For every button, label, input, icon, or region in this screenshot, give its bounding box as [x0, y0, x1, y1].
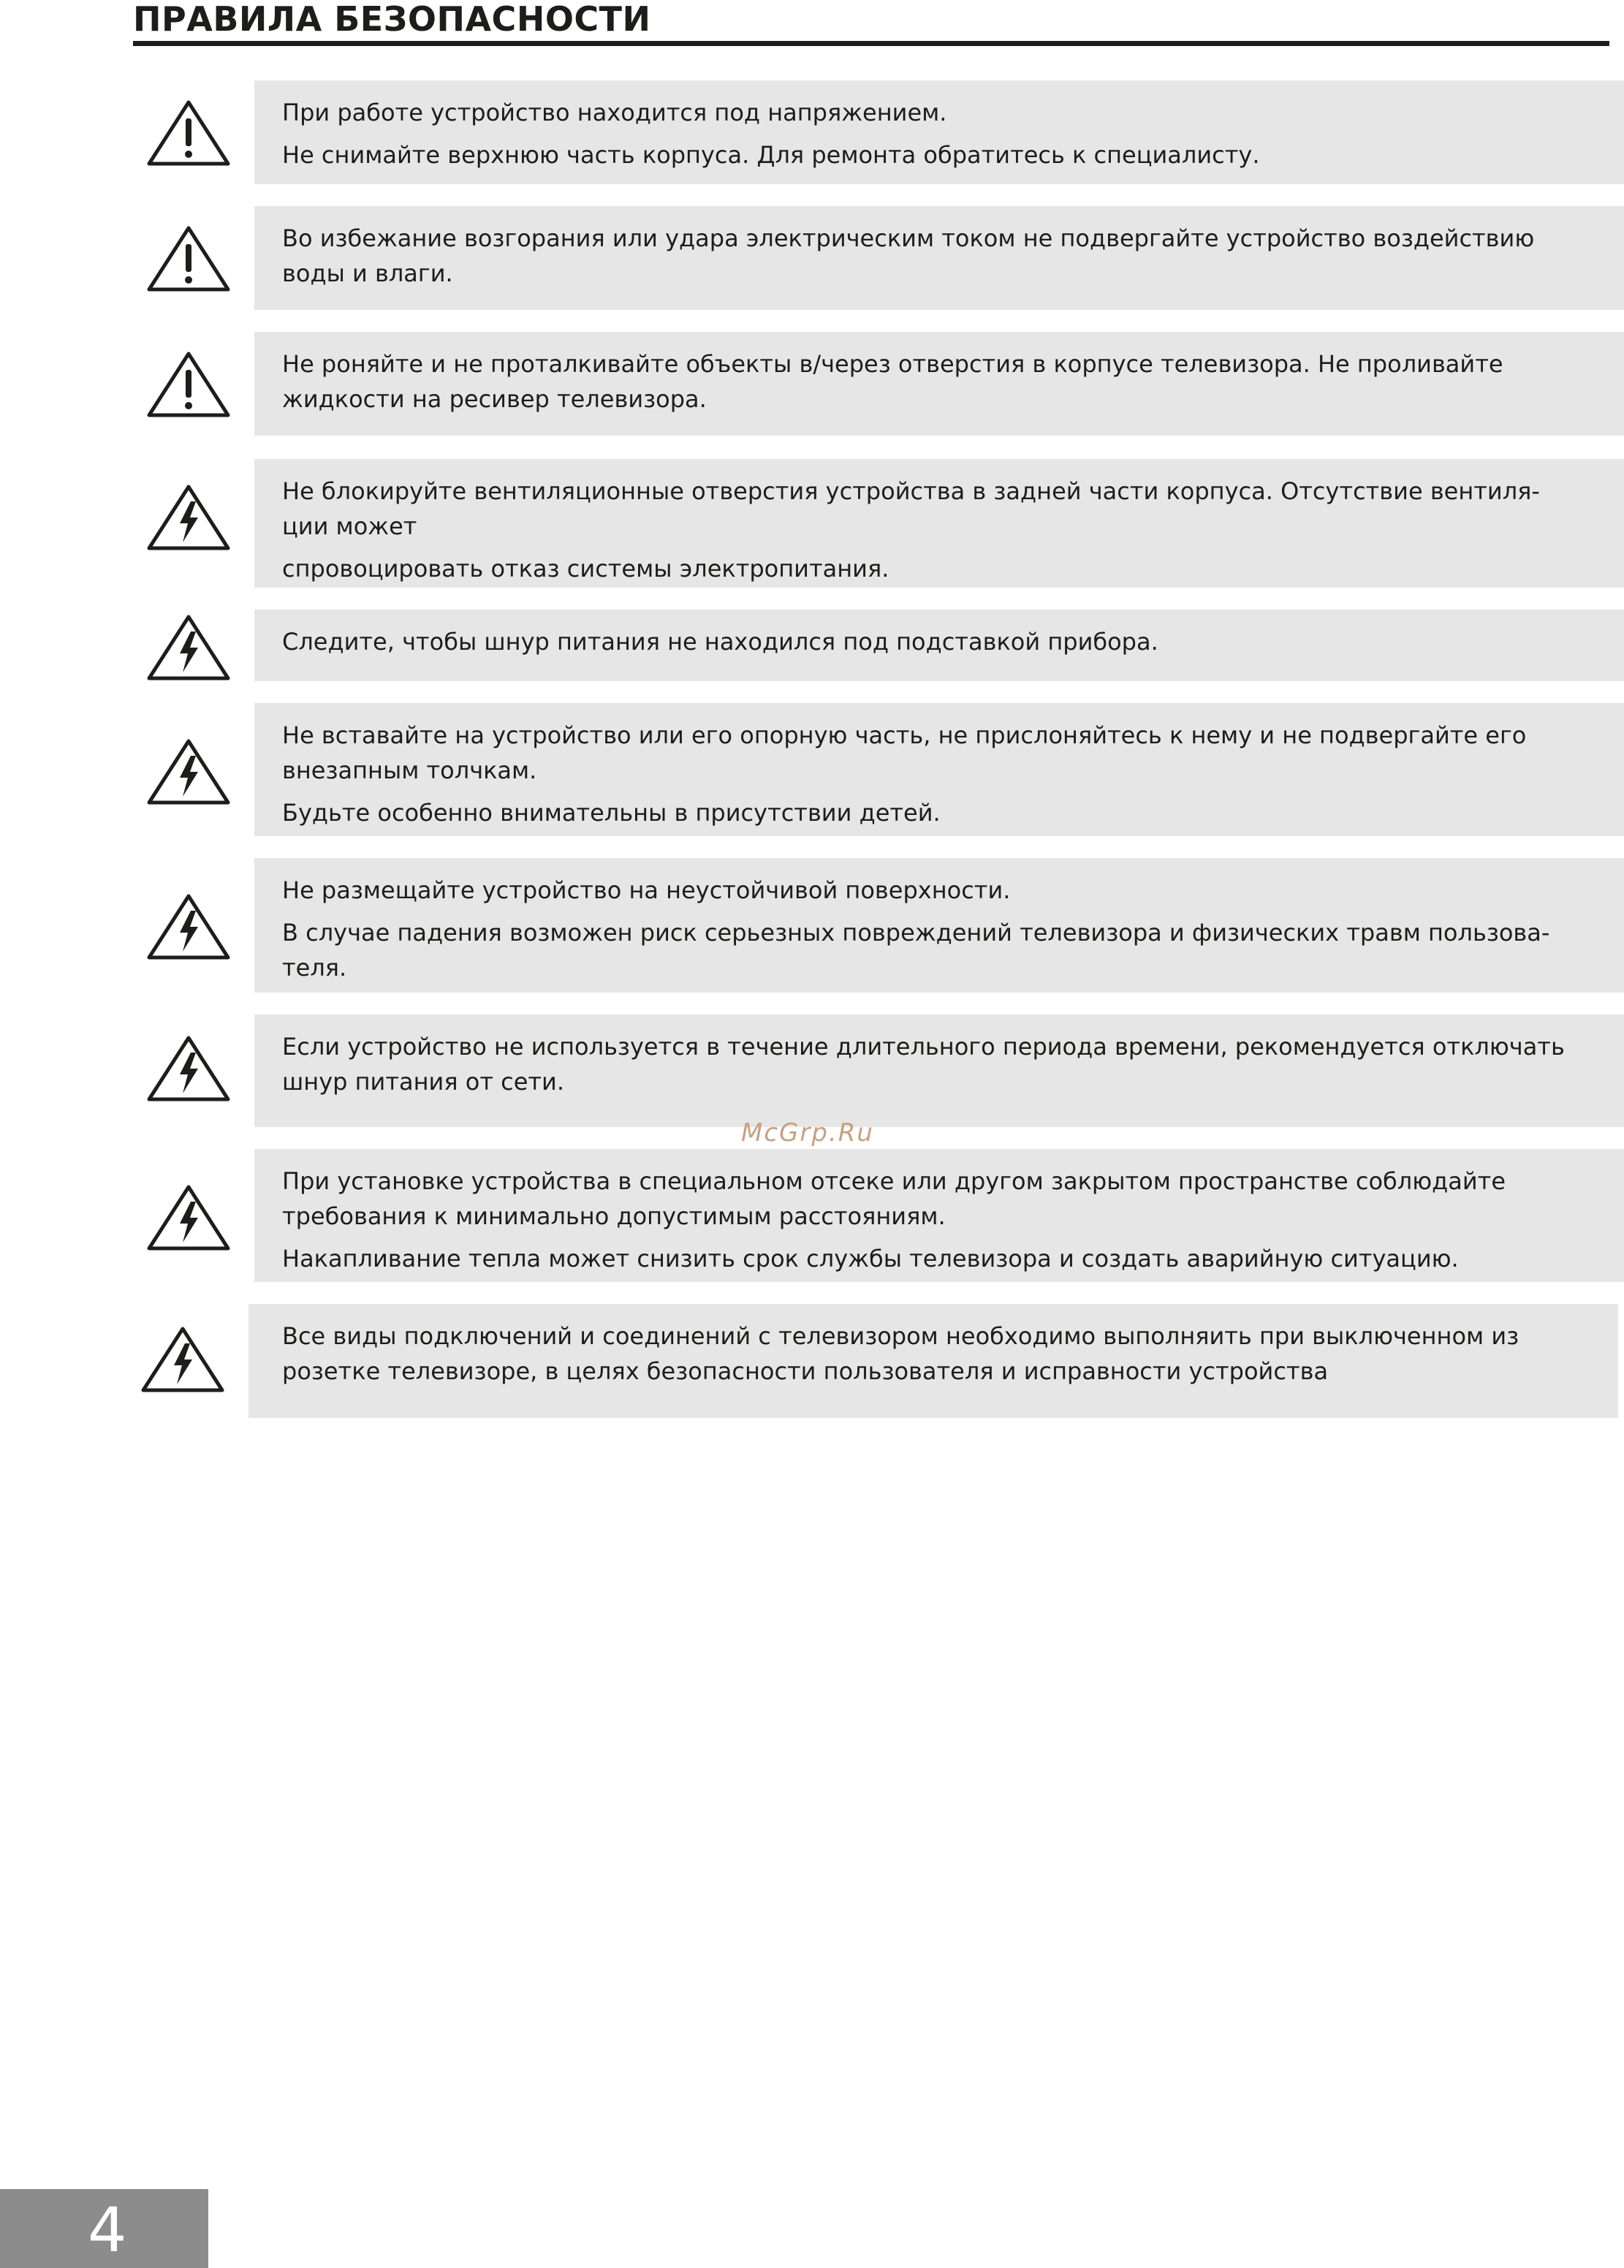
safety-item-text — [254, 206, 1624, 310]
safety-item-text — [254, 80, 1624, 184]
safety-item-text — [254, 459, 1624, 588]
safety-item-text — [254, 858, 1624, 993]
exclamation-warning-icon — [145, 98, 232, 168]
high-voltage-warning-icon — [145, 737, 232, 807]
high-voltage-warning-icon — [145, 892, 232, 962]
watermark: McGrp.Ru — [741, 1118, 874, 1148]
safety-item-paragraph: При работе устройство находится под напряжением. — [282, 99, 947, 126]
safety-item-paragraph: Следите, чтобы шнур питания не находился под подставкой прибора. — [282, 628, 1158, 656]
safety-item-text — [254, 703, 1624, 836]
safety-item-paragraph: Во избежание возгорания или удара электрическим током не подвергайте устройство воздействию воды и влаги. — [282, 224, 1535, 287]
title-underline — [133, 41, 1609, 46]
exclamation-warning-icon — [145, 224, 232, 294]
safety-item-paragraph: В случае падения возможен риск серьезных повреждений телевизора и физических травм пользова- теля. — [282, 919, 1550, 982]
safety-item-text — [254, 610, 1624, 681]
safety-item-paragraph: Будьте особенно внимательны в присутствии детей. — [282, 799, 941, 827]
safety-item-paragraph: При установке устройства в специальном отсеке или другом закрытом пространстве соблюдайте требования к минимально допустимым расстояниям. — [282, 1167, 1506, 1230]
high-voltage-warning-icon — [145, 1183, 232, 1253]
safety-item-paragraph: Не блокируйте вентиляционные отверстия устройства в задней части корпуса. Отсутствие вентиля- ции может — [282, 477, 1540, 540]
high-voltage-warning-icon — [139, 1324, 227, 1395]
high-voltage-warning-icon — [145, 482, 232, 553]
safety-item-text — [254, 1149, 1624, 1282]
high-voltage-warning-icon — [145, 1034, 232, 1104]
safety-item-paragraph: Не снимайте верхнюю часть корпуса. Для ремонта обратитесь к специалисту. — [282, 141, 1260, 169]
exclamation-warning-icon — [145, 349, 232, 420]
page-title: ПРАВИЛА БЕЗОПАСНОСТИ — [133, 0, 651, 39]
safety-item-paragraph: Не размещайте устройство на неустойчивой поверхности. — [282, 876, 1011, 904]
high-voltage-warning-icon — [145, 612, 232, 683]
safety-item-paragraph: спровоцировать отказ системы электропитания. — [282, 555, 889, 583]
safety-item-paragraph: Все виды подключений и соединений с телевизором необходимо выполняить при выключенном из розетке телевизоре, в целях безопасности пользователя и исправности устройства — [282, 1322, 1519, 1385]
safety-item-text — [254, 1014, 1624, 1127]
safety-item-paragraph: Накапливание тепла может снизить срок службы телевизора и создать аварийную ситуацию. — [282, 1245, 1459, 1273]
page-number-box — [0, 2189, 208, 2268]
safety-item-paragraph: Если устройство не используется в течение длительного периода времени, рекомендуется отключать шнур питания от сети. — [282, 1033, 1565, 1096]
safety-item-text — [254, 332, 1624, 436]
page-number: 4 — [88, 2194, 127, 2266]
safety-item-text — [248, 1304, 1618, 1418]
safety-item-paragraph: Не роняйте и не проталкивайте объекты в/через отверстия в корпусе телевизора. Не проливайте жидкости на ресивер телевизора. — [282, 350, 1503, 413]
safety-item-paragraph: Не вставайте на устройство или его опорную часть, не прислоняйтесь к нему и не подвергайте его внезапным толчкам. — [282, 721, 1527, 784]
